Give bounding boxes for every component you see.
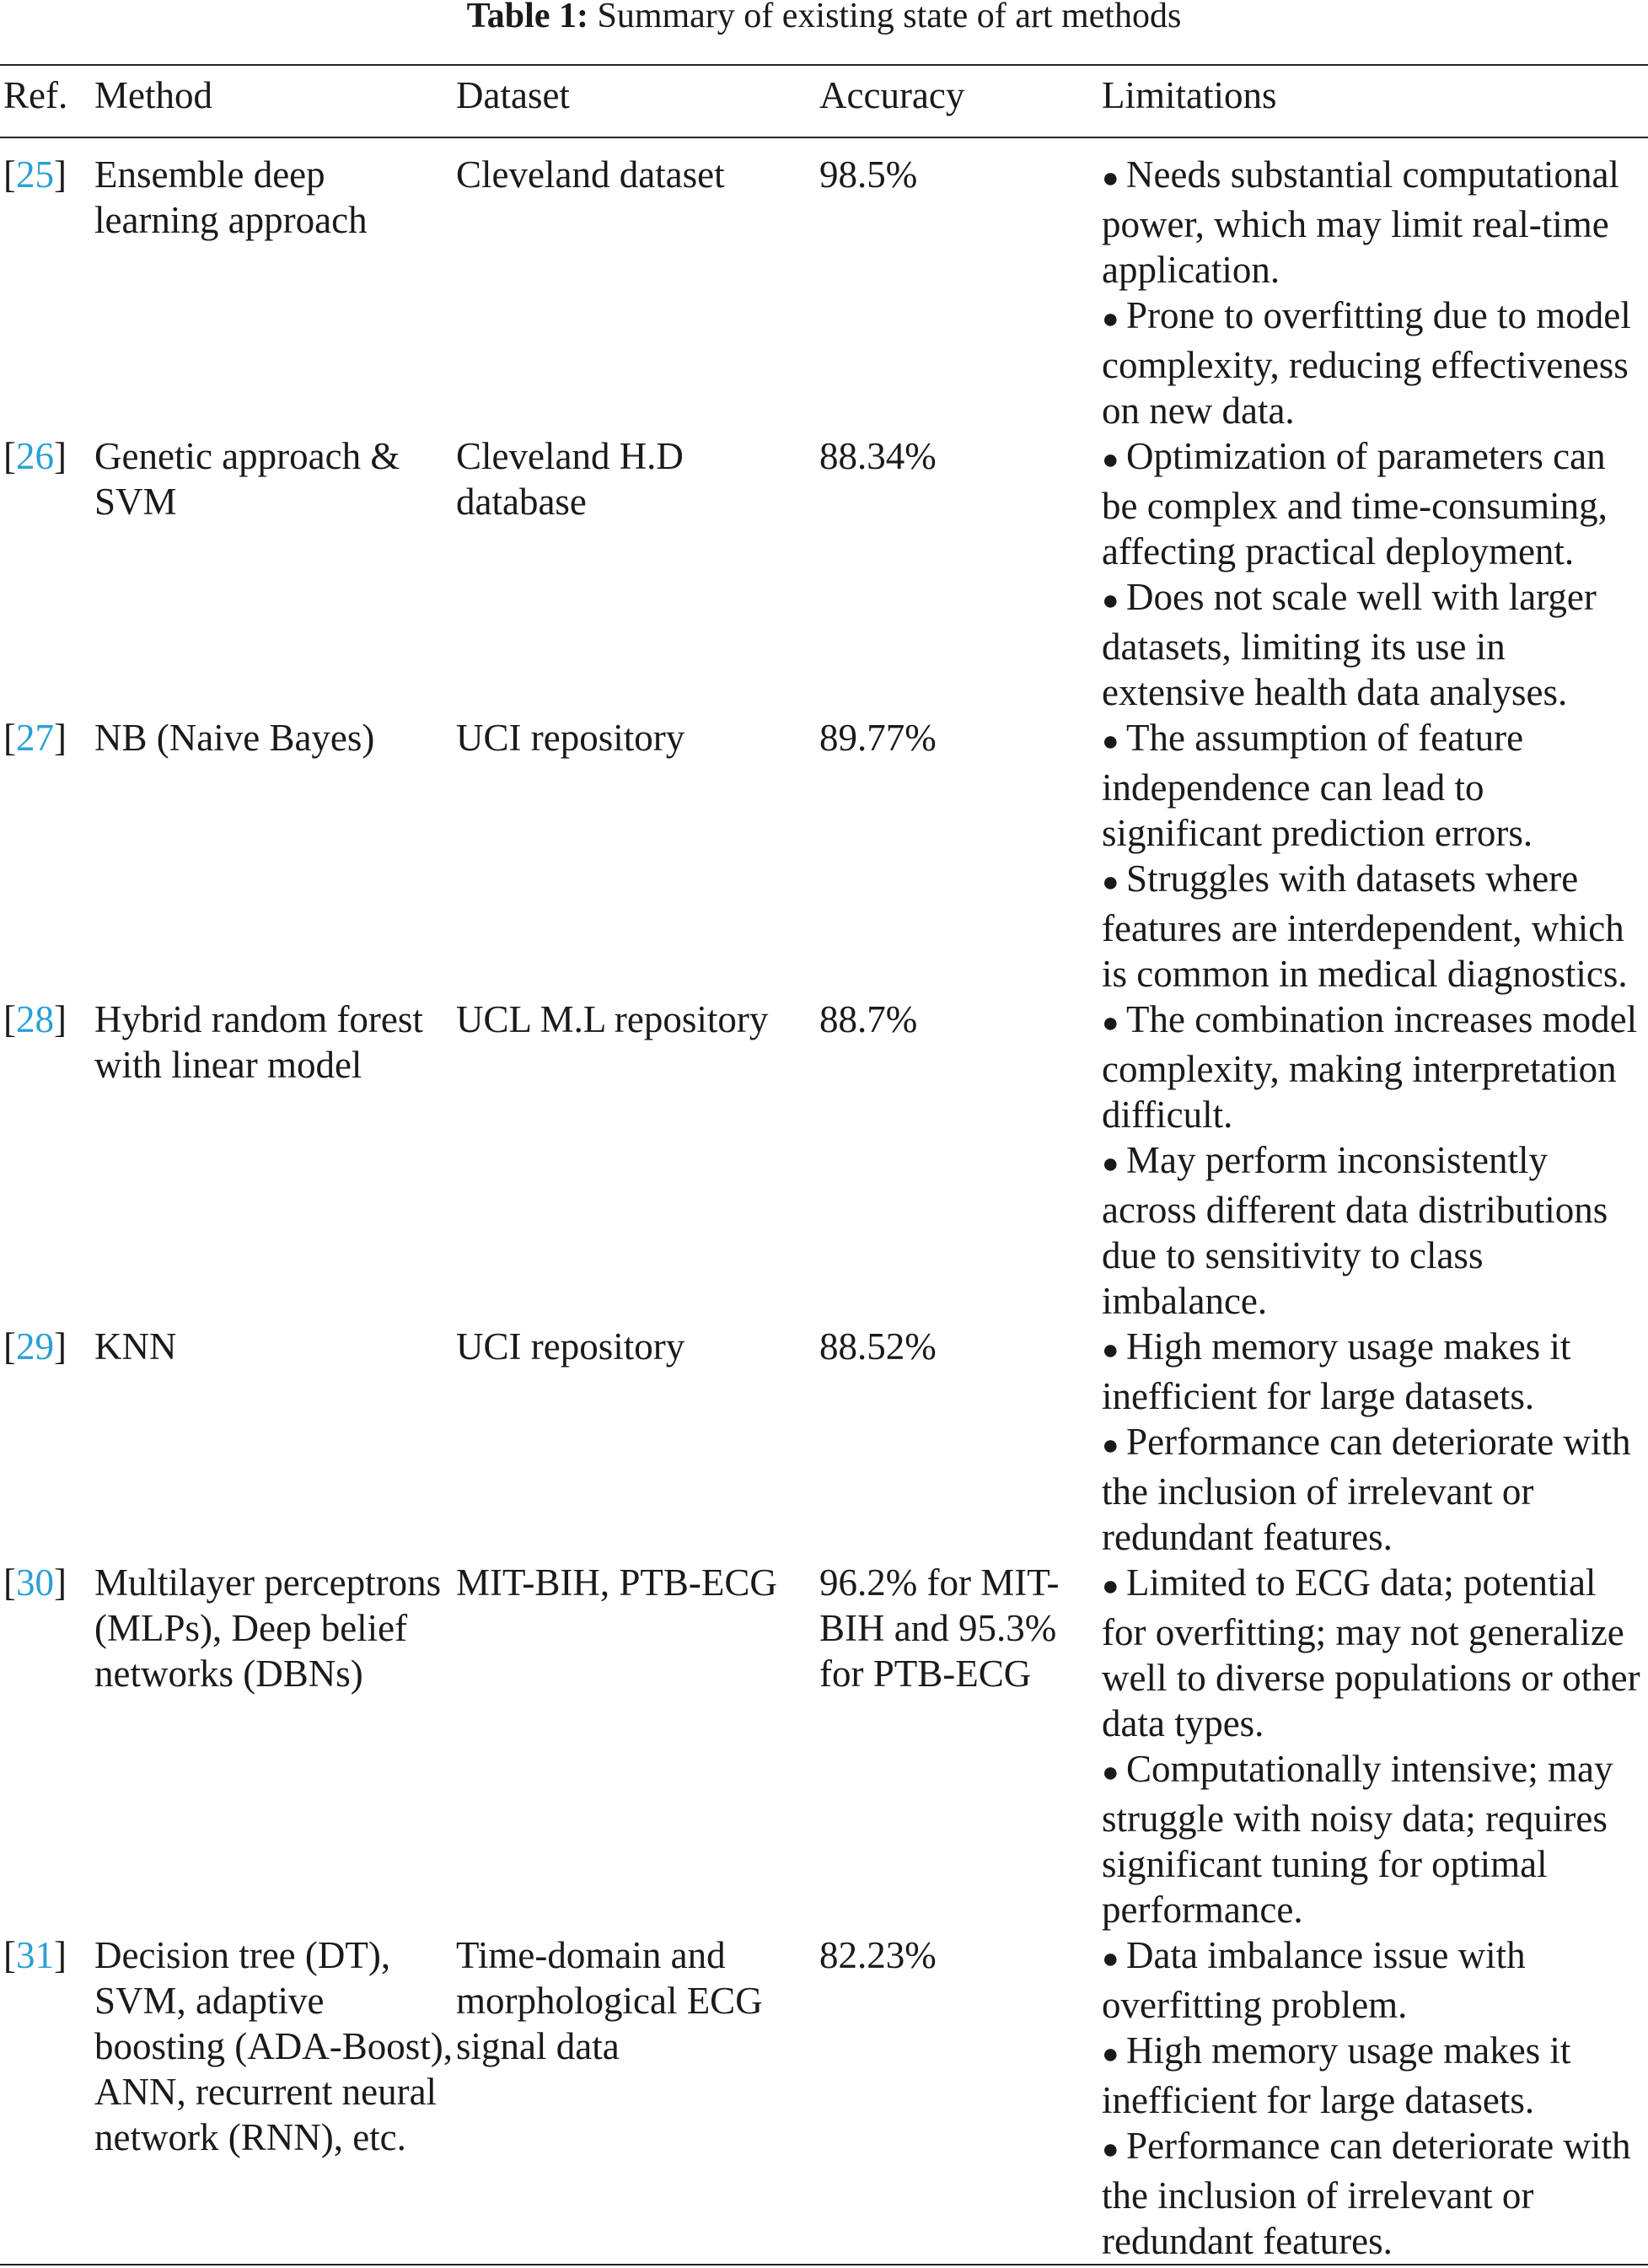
ref-cell: [28] — [3, 998, 67, 1040]
table-body — [0, 137, 1648, 2265]
limitation-item — [1102, 152, 1648, 293]
table-row — [0, 1932, 1648, 2265]
dataset-cell: UCL M.L repository — [456, 998, 769, 1040]
accuracy-cell: 98.5% — [819, 153, 918, 196]
bullet-icon: ● — [1102, 444, 1127, 476]
limitations-cell — [1098, 433, 1648, 715]
limitation-item — [1102, 1419, 1648, 1560]
limitation-text: Data imbalance issue with overfitting problem. — [1102, 1934, 1526, 2026]
citation-link[interactable]: 30 — [16, 1561, 54, 1604]
methods-table — [0, 64, 1648, 2265]
limitation-item — [1102, 1324, 1648, 1419]
bullet-icon: ● — [1102, 1430, 1127, 1461]
limitation-item — [1102, 433, 1648, 574]
limitation-text: High memory usage makes it inefficient for large datasets. — [1102, 1325, 1571, 1417]
bullet-icon: ● — [1102, 1008, 1127, 1039]
limitation-item — [1102, 1746, 1648, 1932]
citation-link[interactable]: 31 — [16, 1934, 54, 1976]
method-cell: Decision tree (DT), SVM, adaptive boosting (ADA-Boost), ANN, recurrent neural network (RNN), etc. — [94, 1934, 453, 2158]
limitation-text: Struggles with datasets where features are interdependent, which is common in medical diagnostics. — [1102, 857, 1628, 995]
ref-cell: [29] — [3, 1325, 67, 1368]
bullet-icon: ● — [1102, 867, 1127, 898]
accuracy-cell: 89.77% — [819, 717, 937, 759]
bullet-icon: ● — [1102, 1571, 1127, 1602]
limitation-item — [1102, 574, 1648, 715]
limitation-text: The combination increases model complexity, making interpretation difficult. — [1102, 998, 1638, 1136]
bullet-icon: ● — [1102, 2134, 1127, 2165]
limitation-text: Limited to ECG data; potential for overfitting; may not generalize well to diverse populations or other data types. — [1102, 1561, 1640, 1744]
accuracy-cell: 88.52% — [819, 1325, 937, 1368]
header-ref: Ref. — [3, 74, 68, 116]
accuracy-cell: 82.23% — [819, 1934, 937, 1976]
citation-link[interactable]: 26 — [16, 435, 54, 477]
dataset-cell: Time-domain and morphological ECG signal data — [456, 1934, 763, 2067]
table-title: Summary of existing state of art methods — [597, 0, 1182, 35]
limitations-cell — [1098, 137, 1648, 433]
table-row — [0, 715, 1648, 997]
table-row — [0, 137, 1648, 433]
bullet-icon: ● — [1102, 1148, 1127, 1180]
ref-cell: [25] — [3, 153, 67, 196]
header-accuracy: Accuracy — [819, 74, 965, 116]
bullet-icon: ● — [1102, 1943, 1127, 1975]
accuracy-cell: 88.34% — [819, 435, 937, 477]
table-row — [0, 1324, 1648, 1560]
header-dataset: Dataset — [456, 74, 570, 116]
limitations-cell — [1098, 1932, 1648, 2265]
limitation-item — [1102, 2123, 1648, 2264]
table-row — [0, 997, 1648, 1324]
limitations-cell — [1098, 1324, 1648, 1560]
method-cell: Multilayer perceptrons (MLPs), Deep belief networks (DBNs) — [94, 1561, 442, 1695]
table-caption — [0, 0, 1648, 37]
limitation-text: High memory usage makes it inefficient for large datasets. — [1102, 2029, 1571, 2121]
limitation-item — [1102, 997, 1648, 1137]
limitations-cell — [1098, 997, 1648, 1324]
limitation-item — [1102, 715, 1648, 856]
limitation-item — [1102, 293, 1648, 433]
bullet-icon: ● — [1102, 304, 1127, 335]
header-limitations: Limitations — [1102, 74, 1277, 116]
limitation-text: Performance can deteriorate with the inclusion of irrelevant or redundant features. — [1102, 1421, 1631, 1558]
ref-cell: [26] — [3, 435, 67, 477]
citation-link[interactable]: 25 — [16, 153, 54, 196]
bullet-icon: ● — [1102, 1757, 1127, 1788]
dataset-cell: UCI repository — [456, 1325, 685, 1368]
limitation-text: Prone to overfitting due to model complexity, reducing effectiveness on new data. — [1102, 294, 1631, 432]
dataset-cell: Cleveland dataset — [456, 153, 725, 196]
bullet-icon: ● — [1102, 2039, 1127, 2070]
table-row — [0, 433, 1648, 715]
limitation-text: Computationally intensive; may struggle with noisy data; requires significant tuning for optimal performance. — [1102, 1748, 1613, 1931]
table-row — [0, 1560, 1648, 1932]
limitation-text: The assumption of feature independence can lead to significant prediction errors. — [1102, 717, 1533, 854]
method-cell: Genetic approach & SVM — [94, 435, 400, 523]
bullet-icon: ● — [1102, 163, 1127, 194]
table-label: Table 1: — [466, 0, 588, 35]
limitation-text: Performance can deteriorate with the inclusion of irrelevant or redundant features. — [1102, 2125, 1631, 2262]
limitation-text: Optimization of parameters can be complex and time-consuming, affecting practical deployment. — [1102, 435, 1608, 572]
limitation-item — [1102, 2028, 1648, 2123]
limitation-item — [1102, 1932, 1648, 2028]
method-cell: KNN — [94, 1325, 177, 1368]
limitation-text: May perform inconsistently across different data distributions due to sensitivity to class imbalance. — [1102, 1139, 1608, 1322]
header-row — [0, 65, 1648, 137]
method-cell: Ensemble deep learning approach — [94, 153, 368, 241]
bullet-icon: ● — [1102, 1335, 1127, 1366]
limitation-item — [1102, 1137, 1648, 1324]
accuracy-cell: 96.2% for MIT-BIH and 95.3% for PTB-ECG — [819, 1561, 1060, 1695]
limitation-item — [1102, 856, 1648, 997]
limitations-cell — [1098, 1560, 1648, 1932]
limitations-cell — [1098, 715, 1648, 997]
ref-cell: [31] — [3, 1934, 67, 1976]
method-cell: Hybrid random forest with linear model — [94, 998, 423, 1086]
limitation-item — [1102, 1560, 1648, 1746]
citation-link[interactable]: 28 — [16, 998, 54, 1040]
citation-link[interactable]: 27 — [16, 717, 54, 759]
limitation-text: Does not scale well with larger datasets, limiting its use in extensive health data analyses. — [1102, 576, 1597, 713]
ref-cell: [30] — [3, 1561, 67, 1604]
bullet-icon: ● — [1102, 585, 1127, 616]
header-method: Method — [94, 74, 212, 116]
citation-link[interactable]: 29 — [16, 1325, 54, 1368]
dataset-cell: MIT-BIH, PTB-ECG — [456, 1561, 777, 1604]
accuracy-cell: 88.7% — [819, 998, 918, 1040]
dataset-cell: UCI repository — [456, 717, 685, 759]
ref-cell: [27] — [3, 717, 67, 759]
method-cell: NB (Naive Bayes) — [94, 717, 375, 759]
bullet-icon: ● — [1102, 726, 1127, 757]
limitation-text: Needs substantial computational power, which may limit real-time application. — [1102, 153, 1619, 291]
dataset-cell: Cleveland H.D database — [456, 435, 684, 523]
